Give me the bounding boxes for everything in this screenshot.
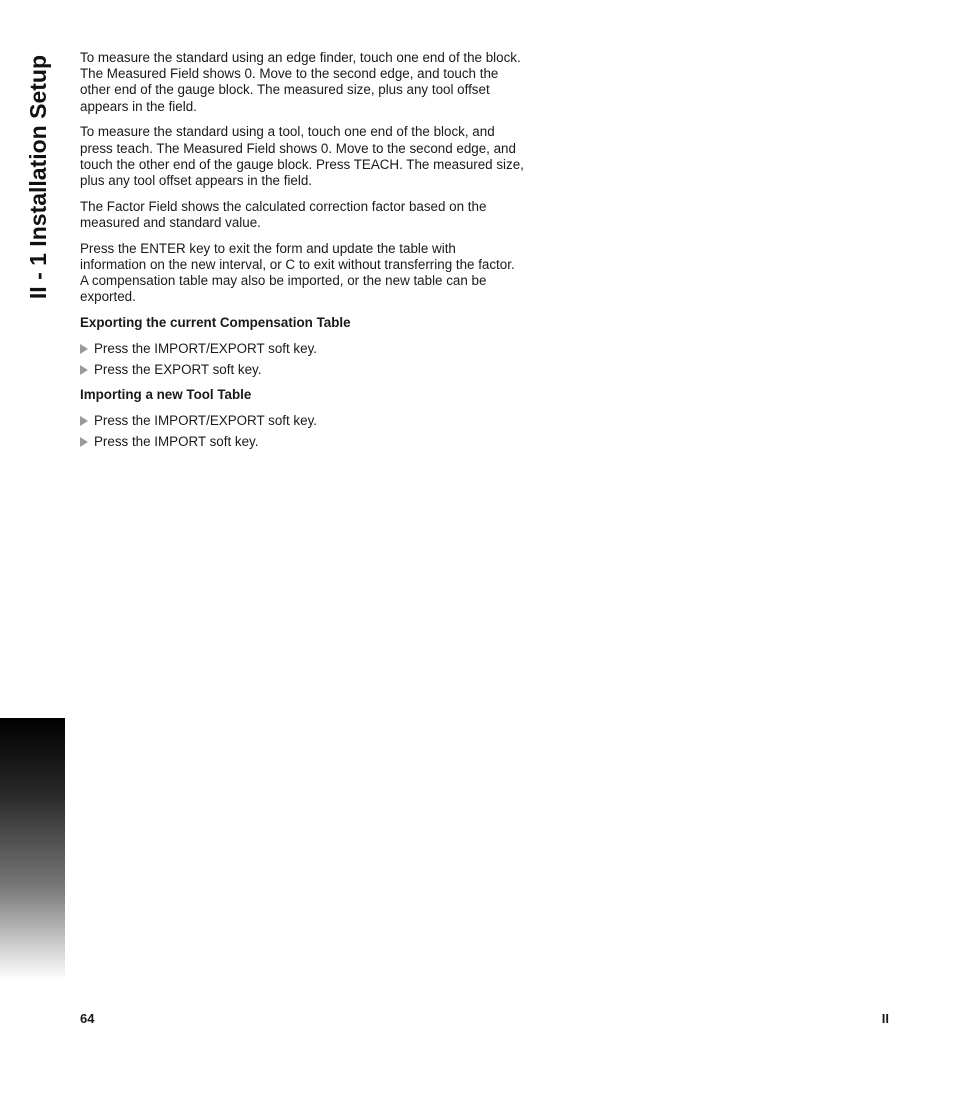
bullet-arrow-icon	[80, 437, 88, 447]
import-heading: Importing a new Tool Table	[80, 386, 252, 402]
import-step-2	[80, 434, 525, 450]
export-step-2	[80, 362, 525, 378]
paragraph-enter-key: Press the ENTER key to exit the form and update the table with information on the new interval, or C to exit without transferring the factor. A compensation table may also be imported, or the new table can be exported.	[80, 240, 515, 305]
bullet-arrow-icon	[80, 365, 88, 375]
chapter-side-title	[25, 55, 51, 335]
page-number: 64	[80, 1011, 95, 1026]
bullet-arrow-icon	[80, 344, 88, 354]
export-step-2-text: Press the EXPORT soft key.	[94, 361, 262, 377]
chapter-title-text: II - 1 Installation Setup	[25, 55, 51, 300]
paragraph-tool: To measure the standard using a tool, touch one end of the block, and press teach. The Measured Field shows 0. Move to the second edge, and touch the other end of the gauge block. Press TEACH. The measured size, plus any tool offset appears in the field.	[80, 124, 524, 188]
paragraph-edge-finder: To measure the standard using an edge finder, touch one end of the block. The Measured Field shows 0. Move to the second edge, and touch the other end of the gauge block. The measured size, plus any tool offset appears in the field.	[80, 50, 521, 114]
section-marker: II	[881, 1011, 889, 1026]
import-step-1	[80, 413, 525, 429]
export-heading: Exporting the current Compensation Table	[80, 314, 351, 330]
import-step-2-text: Press the IMPORT soft key.	[94, 433, 259, 449]
export-step-1-text: Press the IMPORT/EXPORT soft key.	[94, 340, 317, 356]
side-gradient-bar	[0, 718, 65, 980]
import-step-1-text: Press the IMPORT/EXPORT soft key.	[94, 412, 317, 428]
main-content	[80, 50, 525, 455]
bullet-arrow-icon	[80, 416, 88, 426]
paragraph-factor-field: The Factor Field shows the calculated correction factor based on the measured and standard value.	[80, 198, 487, 230]
export-step-1	[80, 341, 525, 357]
